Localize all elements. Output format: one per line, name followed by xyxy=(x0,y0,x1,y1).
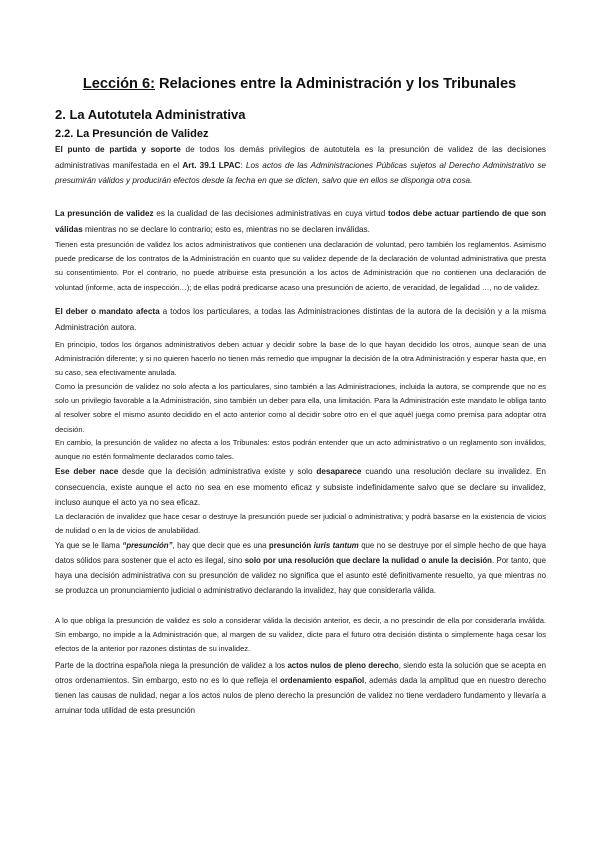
page-title xyxy=(0,74,599,94)
text-run: La declaración de invalidez que hace cesar o destruye la presunción puede ser judicial o administrativa; y podrá basarse en la existencia de vicios de nulidad o en la de vicios de anulabilidad. xyxy=(55,512,546,536)
text-run: de todos los demás privilegios de autotutela es la presunción de validez de las decisiones administrativas manifestada en el xyxy=(55,145,546,170)
text-run: Art. 39.1 LPAC xyxy=(182,160,241,170)
paragraph-doctrina xyxy=(55,658,546,718)
text-run: Ya que se le llama xyxy=(55,541,123,550)
paragraph-obligacion xyxy=(55,614,546,657)
paragraph-definicion xyxy=(55,206,546,237)
text-run: solo por una resolución que declare la nulidad o anule la decisión xyxy=(244,556,492,565)
lesson-title: Relaciones entre la Administración y los Tribunales xyxy=(155,76,517,92)
lesson-label: Lección 6: xyxy=(82,76,155,92)
paragraph-organos xyxy=(55,338,546,381)
text-run: Parte de la doctrina española niega la presunción de validez a los xyxy=(55,661,288,670)
subsection-heading: 2.2. La Presunción de Validez xyxy=(55,128,209,140)
paragraph-iuris-tantum xyxy=(55,538,546,598)
text-run: Como la presunción de validez no solo afecta a los particulares, sino también a las Administraciones, incluida la autora, se comprende que no es solo un privilegio favorable a la Administración, sino también un deber para ella, una limitación. Para la Administración este mandato le obliga tanto al resolver sobre el mismo asunto decidido en el acto anterior como al decidir sobre otro en el que aquél juega como premisa para adoptar otra decisión. xyxy=(55,382,546,434)
section-heading: 2. La Autotutela Administrativa xyxy=(55,107,246,122)
text-run: “presunción” xyxy=(122,541,173,550)
paragraph-deber-nace xyxy=(55,464,546,511)
text-run: , hay que decir que es una xyxy=(172,541,269,550)
paragraph-ambito xyxy=(55,238,546,295)
text-run: desde que la decisión administrativa existe y solo xyxy=(118,467,317,476)
text-run: La presunción de validez xyxy=(55,209,154,218)
text-run: actos nulos de pleno derecho xyxy=(287,661,399,670)
text-run: Ese deber nace xyxy=(55,467,119,476)
text-run: El deber o mandato afecta xyxy=(55,307,160,316)
text-run: En principio, todos los órganos administrativos deben actuar y decidir sobre la base de lo que hayan decidido los otros, aunque sean de una Administración diferente; y si no quieren hacerlo no tienen más remedio que impugnar la decisión de la otra Administración y esperar hasta que, en su caso, sea efectivamente anulada. xyxy=(55,340,546,378)
text-run: desaparece xyxy=(316,467,362,476)
text-run: todos debe actuar partiendo de que son válidas xyxy=(55,209,546,234)
text-run: iuris tantum xyxy=(313,541,359,550)
text-run: ordenamiento español xyxy=(279,676,365,685)
text-run: , siendo esta la solución que se acepta en otros ordenamientos. Sin embargo, esto no es lo que refleja el xyxy=(55,661,546,685)
paragraph-declaracion-invalidez xyxy=(55,510,546,538)
text-run: Los actos de las Administraciones Públicas sujetos al Derecho Administrativo se presumirán válidos y producirán efectos desde la fecha en que se dicten, salvo que en ellos se disponga otra cosa. xyxy=(55,160,546,186)
text-run: mientras no se declare lo contrario; esto es, mientras no se declaren inválidas. xyxy=(82,224,370,234)
text-run: El punto de partida y soporte xyxy=(55,145,181,154)
text-run: cuando una resolución declare su invalidez. En consecuencia, existe aunque el acto no sea en ese momento eficaz y subsiste indefinidamente salvo que se declare su invalidez, incluso aunque el acto ya no sea eficaz. xyxy=(55,467,546,508)
text-run: es la cualidad de las decisiones administrativas en cuya virtud xyxy=(153,209,388,218)
text-run: . Por tanto, que haya una decisión administrativa con su presunción de validez no significa que el asunto esté definitivamente resuelto, ya que mientras no se produzca un pronunciamiento judicial o administrativo declarando la invalidez, hay que considerarla válida. xyxy=(55,556,546,595)
paragraph-limitacion xyxy=(55,380,546,437)
paragraph-deber-afecta xyxy=(55,304,546,335)
text-run: A lo que obliga la presunción de validez es solo a considerar válida la decisión anterior, es decir, a no prescindir de ella por considerarla inválida. Sin embargo, no impide a la Administración que, al margen de su validez, dicte para el futuro otra decisión distinta o simplemente haga cesar los efectos de la anterior por razones distintas de su invalidez. xyxy=(55,616,546,654)
text-run: Tienen esta presunción de validez los actos administrativos que contienen una declaración de voluntad, pero también los reglamentos. Asimismo puede predicarse de los contratos de la Administración en cuanto que su validez depende de la declaración de voluntad administrativa que presta su consentimiento. Por el contrario, no puede atribuirse esta presunción a los actos de Administración que no contienen una declaración de voluntad (informe, acta de inspección…); de ellas podrá predicarse acaso una presunción de acierto, de veracidad, de legalidad …, no de validez. xyxy=(55,240,546,292)
text-run: a todos los particulares, a todas las Administraciones distintas de la autora de la decisión y a la misma Administración autora. xyxy=(55,307,546,332)
text-run: , además dada la amplitud que en nuestro derecho tienen las causas de nulidad, negar a los actos nulos de pleno derecho la presunción de validez no tiene verdadero fundamento y llevaría a arruinar toda utilidad de esta presunción xyxy=(55,676,546,715)
text-run: que no se destruye por el simple hecho de que haya datos sólidos para sostener que el acto es ilegal, sino xyxy=(55,541,546,565)
text-run: : xyxy=(240,160,246,170)
paragraph-punto-de-partida xyxy=(55,142,546,189)
text-run: presunción xyxy=(268,541,314,550)
text-run: En cambio, la presunción de validez no afecta a los Tribunales: estos podrán entender que un acto administrativo o un reglamento son inválidos, aunque no estén formalmente declarados como tales. xyxy=(55,438,546,462)
paragraph-tribunales xyxy=(55,436,546,464)
